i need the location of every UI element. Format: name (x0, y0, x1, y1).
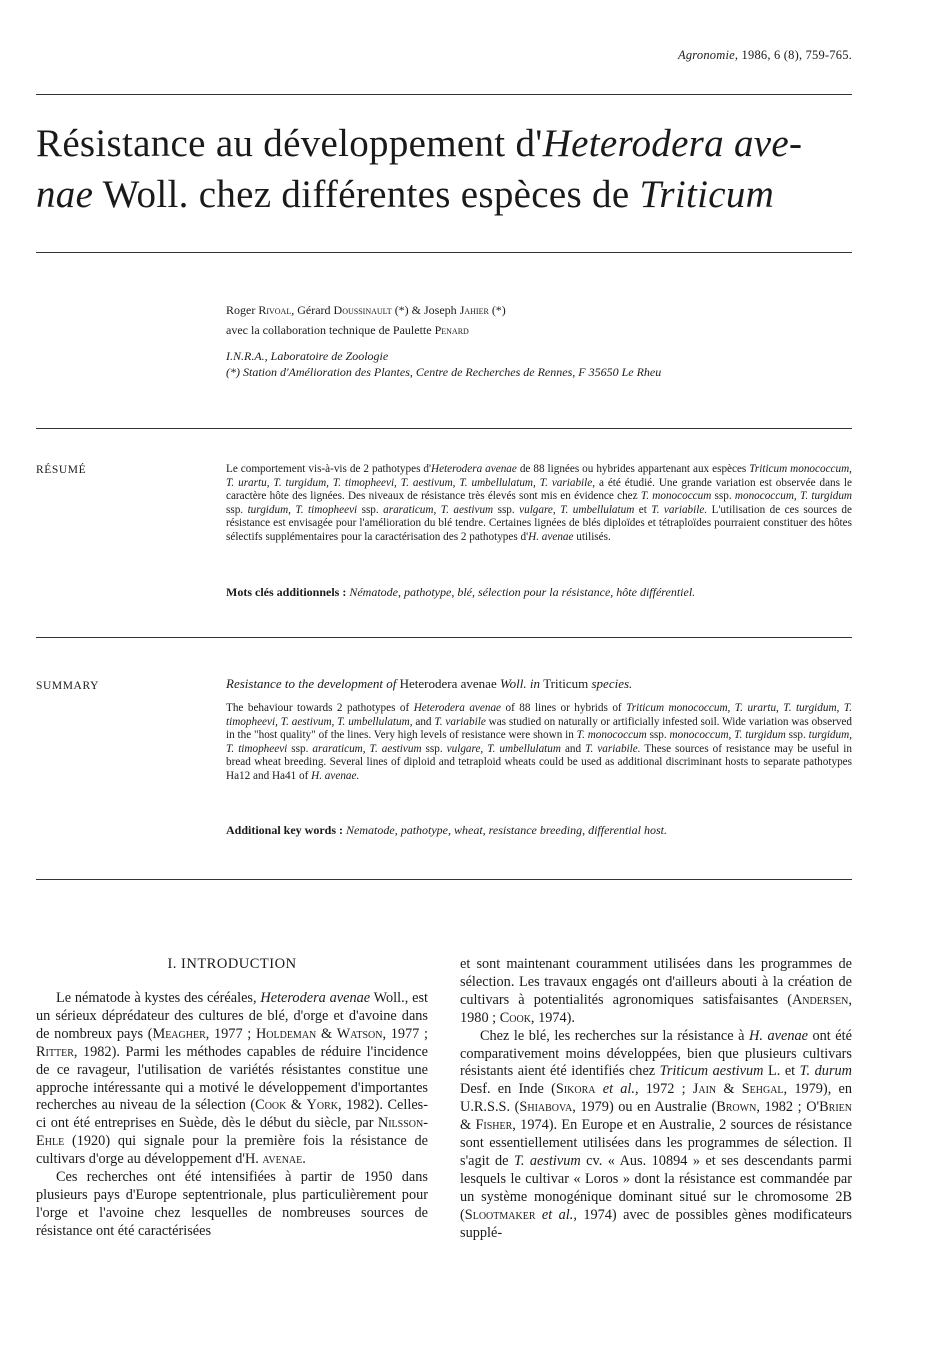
summary-title (226, 676, 632, 692)
intro-run: Woll., est un sérieux déprédateur des cultures de blé, d'orge et d'avoine dans de nombreux pays ( (36, 990, 428, 1042)
intro-run: Andersen (791, 991, 849, 1008)
intro-run: L. et (763, 1063, 800, 1080)
intro-run: H. avenae (749, 1027, 808, 1044)
intro-run: & (716, 1081, 742, 1098)
summary-title-run: Triticum (543, 676, 589, 691)
intro-run: et sont maintenant couramment utilisées dans les programmes de sélection. Les travaux engagés ont d'ailleurs abouti à la création de cultivars à potentialités agronomiques satisfaisantes ( (460, 956, 852, 1008)
summary-run: These sources of resistance may be useful in bread wheat breeding. Several lines of diploid and tetraploid wheats could be used as additional discriminant hosts to separate pathotypes Ha12 and Ha41 of (226, 742, 852, 782)
title-rule (36, 252, 852, 253)
resume-run: araraticum, T. aestivum (383, 503, 494, 516)
intro-run: Cook (255, 1097, 287, 1114)
title-text-2: Woll. chez différentes espèces de (93, 173, 640, 216)
summary-run: and (560, 742, 586, 755)
intro-run: H. avenae. (244, 1151, 306, 1168)
intro-run: O'Brien (806, 1099, 852, 1116)
intro-run: cv. « Aus. 10894 » et ses descendants parmi lesquels le cultivar « Loros » dont la résistance est commandée par un système monogénique dominant situé sur le chromosome 2B ( (460, 1152, 853, 1223)
intro-run: 1972 ; (638, 1081, 693, 1098)
resume-run: ssp. (493, 503, 520, 516)
summary-run: ssp. (287, 742, 313, 755)
intro-run: Sehgal (741, 1081, 784, 1098)
intro-run: Sikora (555, 1081, 596, 1098)
intro-run: 1974) avec de possibles gènes modificateurs supplé- (460, 1206, 852, 1241)
summary-run: T. variabile. (585, 742, 641, 755)
intro-run: , 1982). Celles-ci ont été entreprises en Suède, dès le début du siècle, par (36, 1097, 429, 1132)
intro-run: , 1977 ; (382, 1025, 428, 1042)
title-genus: Triticum (639, 173, 775, 216)
resume-run: turgidum, T. timopheevi (247, 503, 358, 516)
intro-run: Slootmaker (464, 1206, 536, 1223)
journal-name: Agronomie, (678, 48, 739, 62)
intro-run: Watson (336, 1025, 383, 1042)
intro-paragraph-4 (460, 1028, 852, 1243)
resume-text (226, 463, 852, 545)
summary-run: Heterodera avenae (413, 702, 502, 714)
author-text: Roger (226, 303, 259, 317)
summary-run: was studied on naturally or artificially infested soil. Wide variation was observed in the "host quality" of the lines. Very high levels of resistance were shown in (226, 715, 852, 742)
intro-run: Chez le blé, les recherches sur la résistance à (480, 1027, 750, 1044)
intro-run: , 1974). En Europe et en Australie, 2 sources de résistance sont essentiellement utilisées dans les programmes de sélection. Il s'agit de (460, 1117, 852, 1169)
intro-paragraph-2 (36, 1169, 428, 1241)
keywords-label: Mots clés additionnels : (226, 585, 350, 599)
summary-run: araraticum, T. aestivum (312, 742, 422, 755)
summary-run: H. avenae. (311, 769, 360, 782)
summary-run: The behaviour towards 2 pathotypes of (226, 702, 414, 714)
title-species-cont: nae (36, 173, 94, 216)
author-text: , Gérard (291, 303, 334, 317)
resume-run: Le comportement vis-à-vis de 2 pathotypes d' (226, 463, 432, 475)
intro-run: Heterodera avenae (260, 990, 371, 1006)
intro-run: , 1974). (530, 1009, 575, 1026)
resume-label: RÉSUMÉ (36, 464, 87, 476)
intro-run: Ritter (36, 1043, 74, 1060)
resume-run: L'utilisation de ces sources de résistance est envisagée pour l'amélioration du blé tendre. Certaines lignées de blés diploïdes et tétraploïdes pourraient constituer des hôtes sélectifs supplémentaires pour la caractérisation des 2 pathotypes d' (226, 503, 852, 543)
resume-rule (36, 637, 852, 638)
summary-run: monococcum, T. turgidum (669, 729, 786, 742)
resume-run: T. variabile. (651, 503, 708, 516)
collaboration-line (226, 320, 506, 340)
summary-run: ssp. (785, 729, 809, 742)
keywords-text: Nematode, pathotype, wheat, resistance breeding, differential host. (346, 823, 667, 837)
intro-run: York (306, 1097, 338, 1114)
affiliation-1: I.N.R.A., Laboratoire de Zoologie (226, 349, 389, 363)
summary-rule (36, 879, 852, 880)
intro-run: (1920) qui signale pour la première fois la résistance de cultivars d'orge au développement d' (36, 1133, 428, 1168)
collab-name: Penard (434, 323, 469, 337)
summary-label: SUMMARY (36, 680, 99, 692)
intro-paragraph-1 (36, 990, 428, 1169)
intro-run: , 1977 ; (205, 1025, 256, 1042)
keywords-text: Nématode, pathotype, blé, sélection pour la résistance, hôte différentiel. (349, 585, 696, 599)
resume-run: Triticum monococcum, T. urartu, T. turgidum, T. timopheevi, T. aestivum, T. umbellulatum, T. variabile, (226, 463, 852, 489)
resume-run: ssp. (357, 503, 384, 516)
top-rule (36, 94, 852, 95)
authors-block (226, 300, 506, 340)
intro-run: Triticum aestivum (659, 1063, 764, 1080)
intro-run: et al., (541, 1206, 577, 1223)
author-text: (*) (488, 303, 506, 317)
resume-run: H. avenae (528, 530, 574, 543)
authors-rule (36, 428, 852, 429)
title-species: Heterodera ave- (542, 122, 803, 165)
intro-run: T. durum (799, 1063, 852, 1080)
section-heading-introduction: I. INTRODUCTION (167, 956, 297, 972)
intro-run: Le nématode à kystes des céréales, (56, 990, 261, 1006)
intro-run: Brown (716, 1099, 757, 1116)
summary-run: T. monococcum (576, 729, 647, 742)
resume-keywords (226, 585, 852, 600)
resume-run: de 88 lignées ou hybrides appartenant aux espèces (516, 463, 750, 475)
resume-run: ssp. (711, 490, 735, 503)
affiliation-2: (*) Station d'Amélioration des Plantes, Centre de Recherches de Rennes, F 35650 Le Rheu (226, 365, 662, 379)
paper-title (36, 118, 856, 220)
summary-text (226, 702, 852, 784)
journal-citation (678, 48, 852, 63)
summary-title-run: species. (588, 676, 633, 691)
summary-title-run: Heterodera avenae (399, 676, 497, 691)
summary-keywords (226, 823, 852, 838)
resume-run: T. monococcum (640, 490, 712, 503)
affiliations (226, 348, 661, 380)
intro-run: Fisher (475, 1117, 513, 1134)
intro-run: Desf. en Inde ( (460, 1081, 556, 1098)
intro-run: Nilsson-Ehle (36, 1115, 428, 1150)
keywords-label: Additional key words : (226, 823, 347, 837)
intro-run: & (316, 1025, 337, 1042)
resume-run: et (634, 503, 652, 516)
summary-run: Triticum monococcum, T. urartu, T. turgidum, T. timopheevi, T. aestivum, T. umbellulatum, (226, 702, 853, 728)
right-column (460, 956, 852, 1243)
summary-run: of 88 lines or hybrids of (501, 702, 627, 714)
authors-line (226, 300, 506, 320)
author-name: Jahier (459, 303, 489, 317)
resume-run: a été étudié. Une grande variation est observée dans le caractère hôte des lignées. Des niveaux de résistance très élevés sont mis en évidence chez (226, 476, 852, 503)
intro-run: , 1980 ; (460, 991, 852, 1026)
intro-run: et al., (602, 1081, 639, 1098)
resume-run: utilisés. (573, 530, 611, 543)
resume-run: Heterodera avenae (431, 463, 517, 475)
intro-run: T. aestivum (513, 1152, 581, 1169)
summary-run: T. variabile (434, 715, 486, 728)
summary-run: and (412, 715, 435, 728)
intro-run: & (286, 1097, 307, 1114)
intro-run (596, 1081, 603, 1097)
intro-run: , 1979), en U.R.S.S. ( (460, 1081, 852, 1116)
summary-run: vulgare, T. umbellulatum (446, 742, 561, 755)
left-column (36, 990, 428, 1241)
resume-run: vulgare, T. umbellulatum (519, 503, 635, 516)
intro-run: Cook (499, 1009, 531, 1026)
citation-details: 1986, 6 (8), 759-765. (741, 48, 852, 62)
collab-text: avec la collaboration technique de Paulette (226, 323, 435, 337)
intro-paragraph-3 (460, 956, 852, 1028)
resume-run: monococcum, T. turgidum (734, 490, 852, 503)
intro-run: Meagher (152, 1025, 206, 1042)
summary-title-run: Resistance to the development of (226, 676, 400, 691)
intro-run: , 1979) ou en Australie ( (572, 1099, 717, 1116)
summary-title-run: Woll. in (496, 676, 544, 691)
intro-run: ont été comparativement moins développées, bien que plusieurs cultivars résistants aient été identifiés chez (460, 1027, 852, 1080)
author-text: (*) & Joseph (391, 303, 460, 317)
summary-run: ssp. (646, 729, 670, 742)
intro-run: & (460, 1117, 476, 1134)
resume-run: ssp. (226, 503, 248, 516)
intro-run: Holdeman (255, 1025, 317, 1042)
intro-run: Jain (692, 1081, 717, 1098)
title-text: Résistance au développement d' (36, 122, 543, 165)
summary-run: ssp. (421, 742, 447, 755)
intro-run: Ces recherches ont été intensifiées à partir de 1950 dans plusieurs pays d'Europe septentrionale, plus particulièrement pour l'orge et l'avoine chez lesquelles de nombreuses sources de résistance ont été caractérisées (36, 1169, 428, 1239)
author-name: Rivoal (258, 303, 292, 317)
intro-run: , 1982 ; (756, 1099, 807, 1116)
intro-run: , 1982). Parmi les méthodes capables de réduire l'incidence de ce ravageur, l'utilisation de variétés résistantes constitue une approche intéressante qui a motivé le développement d'importantes recherches au niveau de la sélection ( (36, 1043, 428, 1114)
summary-run: turgidum, T. timopheevi (226, 729, 852, 755)
intro-run: Shiabova (519, 1099, 573, 1116)
author-name: Doussinault (333, 303, 392, 317)
